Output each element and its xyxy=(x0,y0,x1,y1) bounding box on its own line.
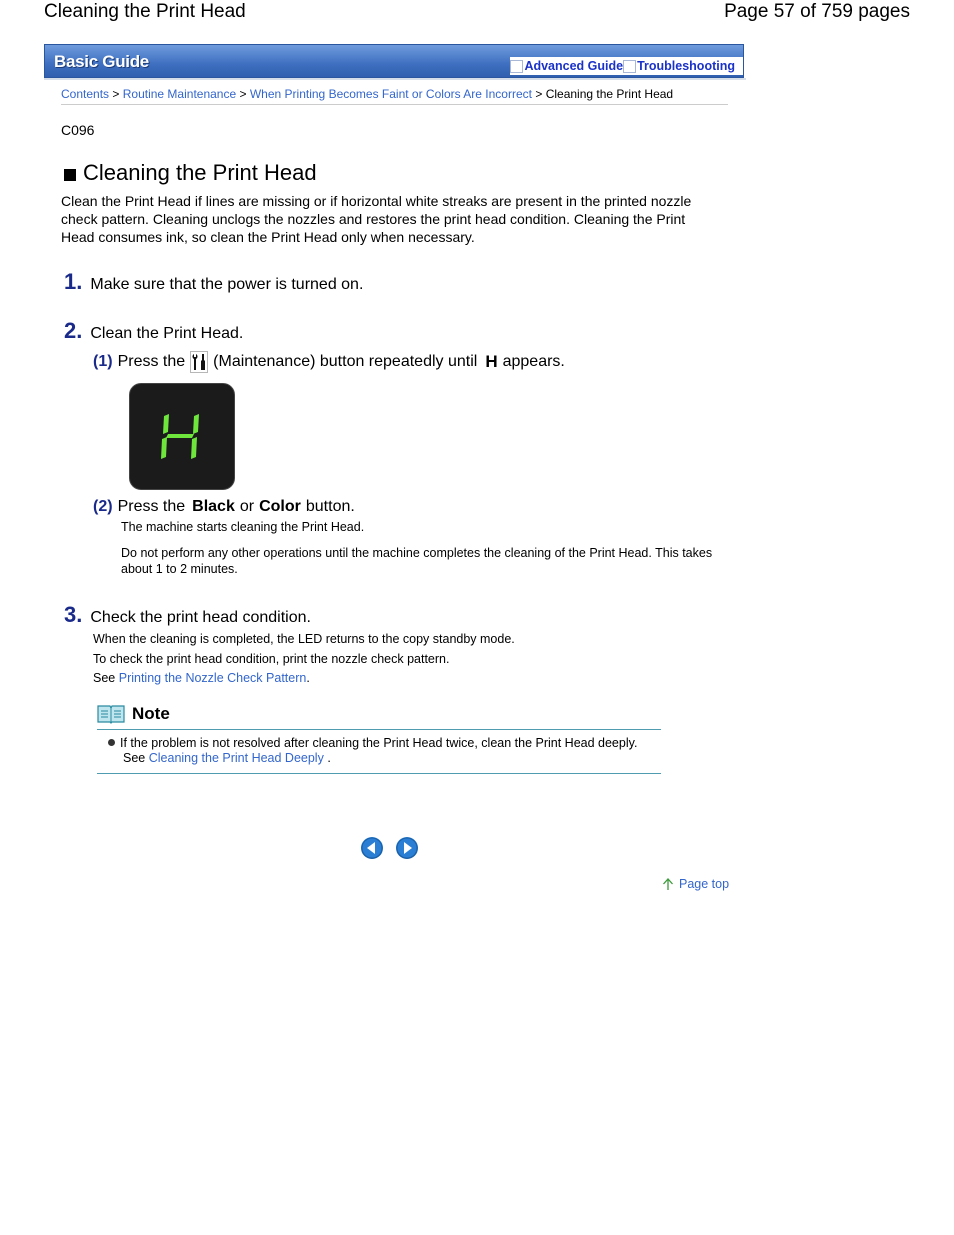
book-icon xyxy=(97,704,125,724)
substep-text-pre: Press the xyxy=(117,353,186,370)
step-number: 3. xyxy=(64,602,83,627)
substep-text-or: or xyxy=(239,498,255,515)
note-see xyxy=(108,751,658,766)
see-text: See xyxy=(93,671,116,685)
nozzle-check-link[interactable]: Printing the Nozzle Check Pattern xyxy=(118,671,307,685)
page-top xyxy=(662,877,729,891)
arrow-left-icon xyxy=(361,837,383,859)
substep-detail: Do not perform any other operations until the machine completes the cleaning of the Print Head. This takes about 1 to 2 minutes. xyxy=(121,546,713,576)
doc-intro: Clean the Print Head if lines are missing or if horizontal white streaks are present in the printed nozzle check pattern. Cleaning unclogs the nozzles and restores the print head condition. Cleaning the Print Head consumes ink, so clean the Print Head only when necessary. xyxy=(61,193,692,245)
note-divider-bottom xyxy=(97,773,661,774)
note-item xyxy=(108,736,658,751)
substep-text-mid: (Maintenance) button repeatedly until xyxy=(213,353,478,370)
breadcrumb-separator: > xyxy=(535,87,543,101)
note-body xyxy=(108,736,658,766)
substep-number: (1) xyxy=(93,353,113,370)
previous-page-button[interactable] xyxy=(361,837,383,859)
advanced-guide-link[interactable] xyxy=(510,59,623,73)
note-text: If the problem is not resolved after cleaning the Print Head twice, clean the Print Head deeply. xyxy=(120,736,638,750)
note-title: Note xyxy=(132,704,170,723)
see-text: See xyxy=(123,751,146,765)
substep-text-post: button. xyxy=(305,498,355,515)
substep-text-post: appears. xyxy=(502,353,565,370)
troubleshooting-link[interactable] xyxy=(623,59,735,73)
clean-deeply-link[interactable]: Cleaning the Print Head Deeply xyxy=(148,751,324,765)
doc-code: C096 xyxy=(61,122,95,138)
square-bullet-icon xyxy=(64,169,76,181)
note-divider-top xyxy=(97,729,661,730)
breadcrumb-contents[interactable]: Contents xyxy=(61,87,110,101)
square-icon xyxy=(623,60,636,73)
breadcrumb-separator: > xyxy=(112,87,120,101)
step-3-line-3 xyxy=(93,670,310,686)
next-page-button[interactable] xyxy=(396,837,418,859)
color-button-label: Color xyxy=(259,498,301,515)
step-1 xyxy=(64,269,363,295)
step-3 xyxy=(64,602,311,628)
step-text: Make sure that the power is turned on. xyxy=(90,276,364,293)
led-display xyxy=(129,383,235,490)
period: . xyxy=(306,671,310,685)
square-icon xyxy=(510,60,523,73)
up-arrow-icon xyxy=(662,877,674,891)
breadcrumb-current: Cleaning the Print Head xyxy=(545,87,674,101)
breadcrumb xyxy=(61,86,728,105)
h-glyph: H xyxy=(485,352,498,371)
guide-nav xyxy=(510,57,743,75)
substep-detail: The machine starts cleaning the Print Head. xyxy=(121,520,365,534)
step-number: 1. xyxy=(64,269,83,294)
breadcrumb-routine-maintenance[interactable]: Routine Maintenance xyxy=(122,87,237,101)
led-h-icon xyxy=(130,384,234,489)
maintenance-icon xyxy=(190,351,208,373)
page-count: Page 57 of 759 pages xyxy=(724,1,910,22)
step-text: Check the print head condition. xyxy=(90,609,311,626)
basic-guide-logo: Basic Guide xyxy=(54,52,149,71)
step-2-sub-2 xyxy=(93,498,355,516)
guide-banner xyxy=(44,44,744,78)
black-button-label: Black xyxy=(192,498,235,515)
page-title: Cleaning the Print Head xyxy=(44,1,246,22)
doc-heading-text: Cleaning the Print Head xyxy=(83,160,317,185)
step-3-line-2: To check the print head condition, print the nozzle check pattern. xyxy=(93,652,450,666)
doc-heading xyxy=(64,160,317,186)
step-2-sub-1 xyxy=(93,351,565,373)
banner-shadow xyxy=(44,78,746,80)
step-number: 2. xyxy=(64,318,83,343)
arrow-right-icon xyxy=(396,837,418,859)
breadcrumb-separator: > xyxy=(239,87,247,101)
breadcrumb-faint-colors[interactable]: When Printing Becomes Faint or Colors Are Incorrect xyxy=(249,87,532,101)
advanced-guide-label: Advanced Guide xyxy=(524,59,624,73)
note-header xyxy=(97,704,170,724)
page-top-link[interactable]: Page top xyxy=(679,877,730,891)
step-2 xyxy=(64,318,243,344)
substep-number: (2) xyxy=(93,498,113,515)
substep-text-pre: Press the xyxy=(117,498,186,515)
step-text: Clean the Print Head. xyxy=(90,325,244,342)
period: . xyxy=(327,751,331,765)
step-3-line-1: When the cleaning is completed, the LED returns to the copy standby mode. xyxy=(93,632,515,646)
troubleshooting-label: Troubleshooting xyxy=(637,59,735,73)
bullet-icon xyxy=(108,739,115,746)
